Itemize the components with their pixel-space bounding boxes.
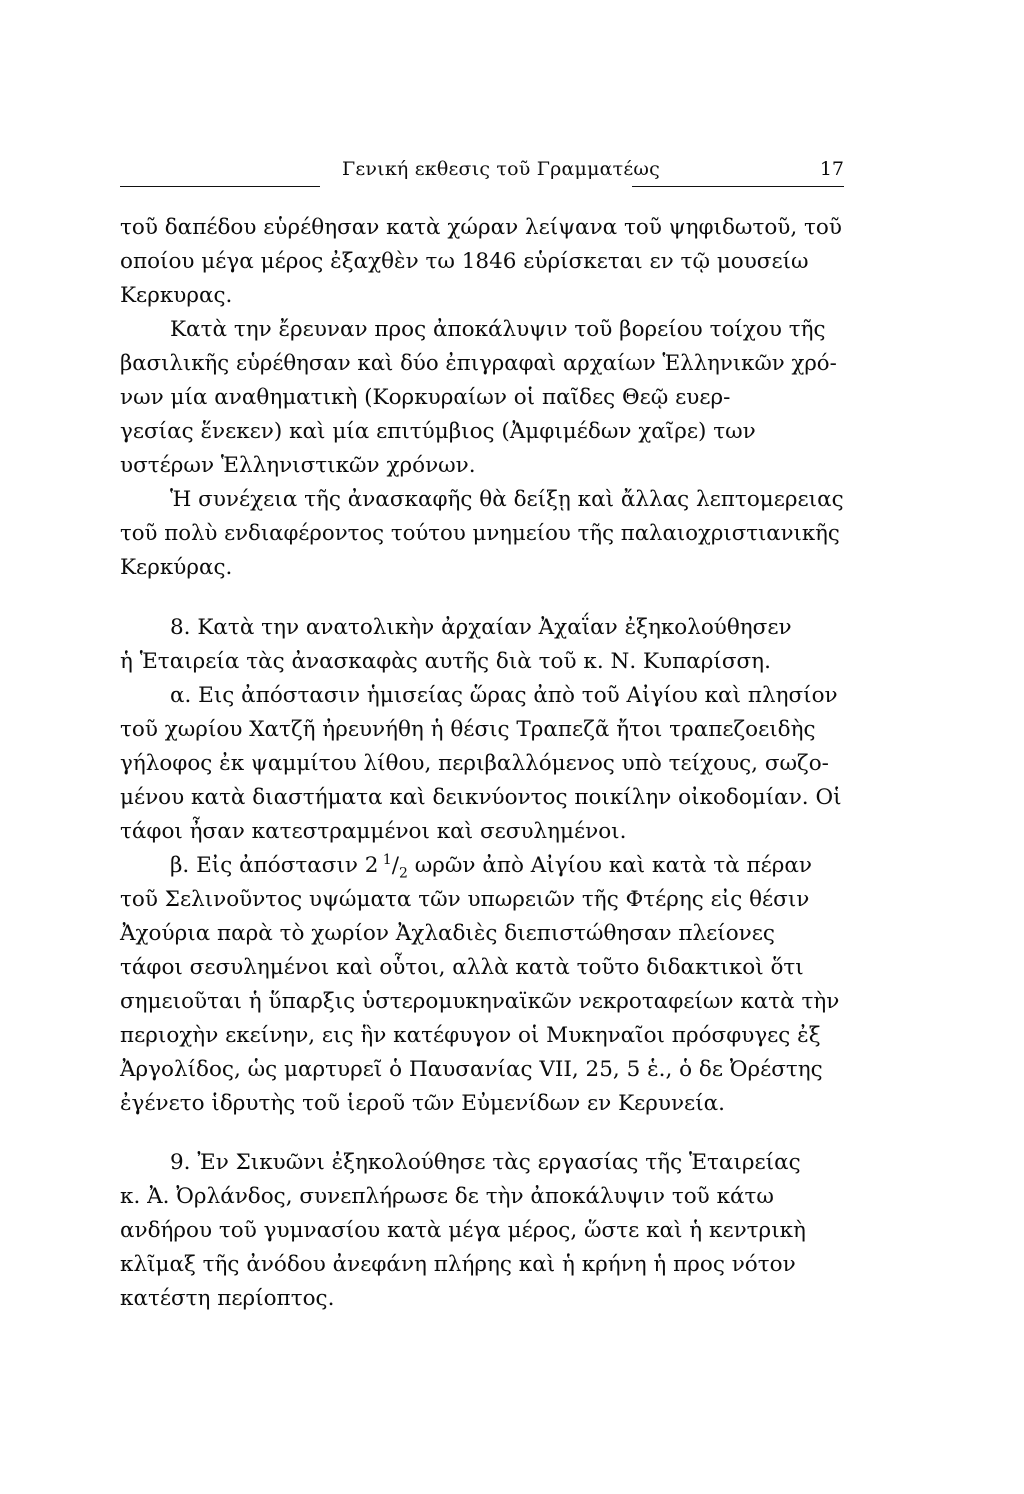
text-line: γήλοφος ἐκ ψαμμίτου λίθου, περιβαλλόμενος υπὸ τείχους, σωζο- xyxy=(120,751,829,776)
text-line: Κερκύρας. xyxy=(120,555,233,580)
text-line: μένου κατὰ διαστήματα καὶ δεικνύοντος ποικίλην οἰκοδομίαν. Οἱ xyxy=(120,785,842,810)
header-rule-right xyxy=(632,186,844,187)
section-9-first-line: 9. Ἐν Σικυῶνι ἐξηκολούθησε τὰς εργασίας τῆς Ἑταιρείας xyxy=(170,1150,801,1175)
text-line: Ἀχούρια παρὰ τὸ χωρίον Ἀχλαδιὲς διεπιστώθησαν πλείονες xyxy=(120,921,775,946)
text-line: Ἀργολίδος, ὡς μαρτυρεῖ ὁ Παυσανίας VII, 25, 5 ἑ., ὁ δε Ὀρέστης xyxy=(120,1057,823,1082)
text-line: νων μία αναθηματικὴ (Κορκυραίων οἱ παῖδες Θεῷ ευερ- xyxy=(120,385,731,410)
text-line: ἐγένετο ἱδρυτὴς τοῦ ἱεροῦ τῶν Εὐμενίδων εν Κερυνεία. xyxy=(120,1091,725,1116)
text-line: τοῦ Σελινοῦντος υψώματα τῶν υπωρειῶν τῆς Φτέρης εἰς θέσιν xyxy=(120,887,810,912)
text-line: τάφοι σεσυλημένοι καὶ οὗτοι, αλλὰ κατὰ τοῦτο διδακτικοὶ ὅτι xyxy=(120,955,804,980)
text-line: Κερκυρας. xyxy=(120,283,233,308)
text-line: σημειοῦται ἡ ὕπαρξις ὑστερομυκηναϊκῶν νεκροταφείων κατὰ τὴν xyxy=(120,989,840,1014)
text-line: γεσίας ἕνεκεν) καὶ μία επιτύμβιος (Ἀμφιμέδων χαῖρε) των xyxy=(120,419,756,444)
text-line: περιοχὴν εκείνην, εις ἣν κατέφυγον οἱ Μυκηναῖοι πρόσφυγες ἐξ xyxy=(120,1023,821,1048)
text-line: ἡ Ἑταιρεία τὰς ἀνασκαφὰς αυτῆς διὰ τοῦ κ. Ν. Κυπαρίσση. xyxy=(120,649,771,674)
text-line: κ. Ἀ. Ὀρλάνδος, συνεπλήρωσε δε τὴν ἀποκάλυψιν τοῦ κάτω xyxy=(120,1184,774,1209)
fraction-prefix: β. Εἰς ἀπόστασιν 2 xyxy=(170,853,379,878)
section-8-first-line: 8. Κατὰ την ανατολικὴν ἀρχαίαν Ἀχαΐαν ἐξηκολούθησεν xyxy=(170,615,792,640)
paragraph-first-line: Κατὰ την ἔρευναν προς ἀποκάλυψιν τοῦ βορείου τοίχου τῆς xyxy=(170,317,826,342)
text-line: τοῦ δαπέδου εὑρέθησαν κατὰ χώραν λείψανα τοῦ ψηφιδωτοῦ, τοῦ xyxy=(120,215,842,240)
text-line: τάφοι ἦσαν κατεστραμμένοι καὶ σεσυλημένοι. xyxy=(120,819,627,844)
text-line: οποίου μέγα μέρος ἐξαχθὲν τω 1846 εὑρίσκεται εν τῷ μουσείω xyxy=(120,249,809,274)
text-line: υστέρων Ἑλληνιστικῶν χρόνων. xyxy=(120,453,476,478)
text-line: τοῦ χωρίου Χατζῆ ἠρευνήθη ἡ θέσις Τραπεζᾶ ἤτοι τραπεζοειδὴς xyxy=(120,717,816,742)
paragraph-first-line: Ἡ συνέχεια τῆς ἀνασκαφῆς θὰ δείξῃ καὶ ἄλλας λεπτομερειας xyxy=(170,487,844,512)
page-number: 17 xyxy=(819,158,844,180)
running-header xyxy=(120,158,844,188)
header-rule-left xyxy=(120,186,320,187)
fraction-suffix: ωρῶν ἀπὸ Αἰγίου καὶ κατὰ τὰ πέραν xyxy=(407,853,812,878)
text-line: ανδήρου τοῦ γυμνασίου κατὰ μέγα μέρος, ὥστε καὶ ἡ κεντρικὴ xyxy=(120,1218,806,1243)
text-line: βασιλικῆς εὑρέθησαν καὶ δύο ἐπιγραφαὶ αρχαίων Ἑλληνικῶν χρό- xyxy=(120,351,837,376)
fraction-denominator: 2 xyxy=(398,865,408,882)
paragraph-first-line: α. Εις ἀπόστασιν ἡμισείας ὥρας ἀπὸ τοῦ Αἰγίου καὶ πλησίον xyxy=(170,683,838,708)
text-line: τοῦ πολὺ ενδιαφέροντος τούτου μνημείου τῆς παλαιοχριστιανικῆς xyxy=(120,521,840,546)
fraction-numerator: 1 xyxy=(382,851,392,868)
header-title: Γενική εκθεσις τοῦ Γραμματέως xyxy=(342,158,660,180)
text-line: κλῖμαξ τῆς ἀνόδου ἀνεφάνη πλήρης καὶ ἡ κρήνη ἡ προς νότον xyxy=(120,1252,796,1277)
text-line: κατέστη περίοπτος. xyxy=(120,1286,335,1311)
paragraph-first-line: β. Εἰς ἀπόστασιν 2 $^1/_2$ ωρῶν ἀπὸ Αἰγίου καὶ κατὰ τὰ πέραν xyxy=(170,851,812,882)
